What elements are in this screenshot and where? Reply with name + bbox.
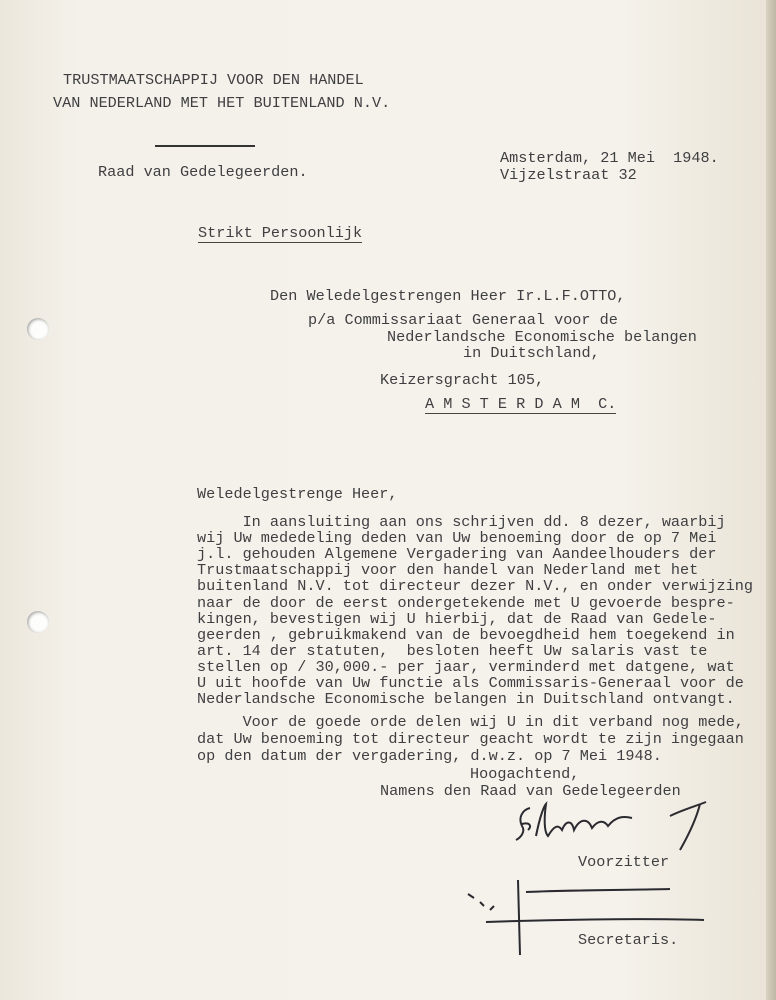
paper-edge bbox=[766, 0, 776, 1000]
letterhead-line1: TRUSTMAATSCHAPPIJ VOOR DEN HANDEL bbox=[63, 71, 364, 89]
body-line: naar de door de eerst ondergetekende met U gevoerde bespre- bbox=[197, 593, 735, 612]
body-line: wij Uw mededeling deden van Uw benoeming door de op 7 Mei bbox=[197, 529, 717, 548]
body-line: art. 14 der statuten, besloten heeft Uw salaris vast te bbox=[197, 641, 708, 660]
on-behalf-of: Namens den Raad van Gedelegeerden bbox=[380, 782, 681, 800]
punch-hole bbox=[27, 318, 49, 340]
body-line: j.l. gehouden Algemene Vergadering van Aandeelhouders der bbox=[197, 545, 717, 564]
body-line: kingen, bevestigen wij U hierbij, dat de Raad van Gedele- bbox=[197, 609, 717, 628]
body-line: Trustmaatschappij voor den handel van Nederland met het bbox=[197, 561, 699, 580]
body-line: dat Uw benoeming tot directeur geacht wordt te zijn ingegaan bbox=[197, 730, 744, 748]
addressee-line: p/a Commissariaat Generaal voor de bbox=[308, 311, 618, 329]
place-date: Amsterdam, 21 Mei 1948. bbox=[500, 149, 719, 167]
street-address: Vijzelstraat 32 bbox=[500, 166, 637, 184]
body-line: U uit hoofde van Uw functie als Commissaris-Generaal voor de bbox=[197, 674, 744, 692]
signature-chairman bbox=[500, 800, 720, 852]
body-line: buitenland N.V. tot directeur dezer N.V., en onder verwijzing bbox=[197, 577, 753, 596]
marking-personal: Strikt Persoonlijk bbox=[198, 224, 363, 242]
secretary-title: Secretaris. bbox=[578, 931, 679, 949]
salutation: Weledelgestrenge Heer, bbox=[197, 485, 398, 503]
addressee-street: Keizersgracht 105, bbox=[380, 371, 545, 389]
body-line: op den datum der vergadering, d.w.z. op 7 Mei 1948. bbox=[197, 747, 662, 765]
chairman-title: Voorzitter bbox=[578, 853, 670, 871]
addressee-line: Nederlandsche Economische belangen bbox=[387, 328, 697, 346]
body-line: stellen op / 30,000.- per jaar, verminderd met datgene, wat bbox=[197, 657, 735, 676]
body-line: Nederlandsche Economische belangen in Duitschland ontvangt. bbox=[197, 690, 735, 709]
addressee-line: in Duitschland, bbox=[463, 344, 600, 362]
body-line: Voor de goede orde delen wij U in dit verband nog mede, bbox=[197, 713, 744, 731]
closing: Hoogachtend, bbox=[470, 765, 580, 783]
letterhead-line2: VAN NEDERLAND MET HET BUITENLAND N.V. bbox=[53, 94, 391, 112]
addressee-city: A M S T E R D A M C. bbox=[425, 395, 617, 413]
body-line: geerden , gebruikmakend van de bevoegdheid hem toegekend in bbox=[197, 625, 735, 644]
addressee-line: Den Weledelgestrengen Heer Ir.L.F.OTTO, bbox=[270, 287, 626, 305]
department: Raad van Gedelegeerden. bbox=[98, 163, 308, 181]
body-line: In aansluiting aan ons schrijven dd. 8 dezer, waarbij bbox=[197, 513, 726, 531]
punch-hole bbox=[27, 611, 49, 633]
letterhead-rule bbox=[155, 145, 255, 147]
